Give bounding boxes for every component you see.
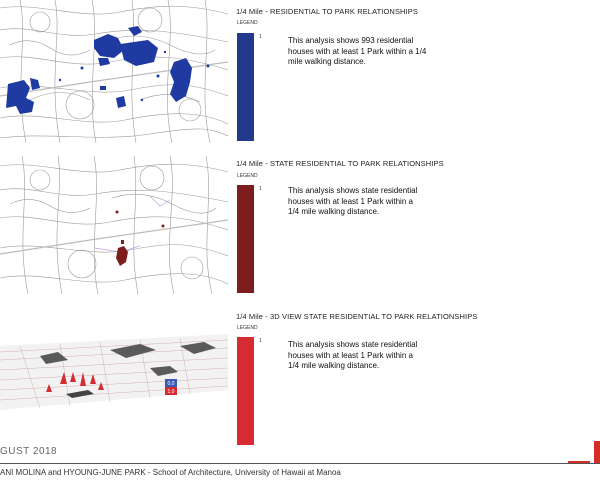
panel-3-legend-label: LEGEND — [237, 325, 258, 331]
map-residential-park — [0, 0, 228, 143]
map-state-residential-park — [0, 156, 228, 294]
map-3d-state-residential-park — [0, 320, 228, 416]
panel-2-legend-bar — [237, 185, 254, 293]
panel-2-title: 1/4 Mile - STATE RESIDENTIAL TO PARK RELATIONSHIPS — [236, 159, 444, 168]
footer-date: GUST 2018 — [0, 446, 58, 457]
footer-divider — [0, 463, 600, 464]
panel-3-title: 1/4 Mile - 3D VIEW STATE RESIDENTIAL TO PARK RELATIONSHIPS — [236, 312, 478, 321]
panel-3-legend-bar — [237, 337, 254, 445]
footer-credit: ANI MOLINA and HYOUNG-JUNE PARK - School of Architecture, University of Hawaii at Manoa — [0, 468, 341, 477]
footer-accent-block — [594, 441, 600, 464]
map-legend-high: 1.0 — [167, 389, 175, 395]
panel-3-description: This analysis shows state residential houses with at least 1 Park within a 1/4 mile walking distance. — [288, 340, 418, 370]
map-legend-low: 0.0 — [167, 381, 175, 387]
panel-1-legend-label: LEGEND — [237, 20, 258, 26]
panel-2-legend-value: 1 — [259, 186, 262, 192]
panel-1-legend-bar — [237, 33, 254, 141]
panel-1-description: This analysis shows 993 residential houses with at least 1 Park within a 1/4 mile walking distance. — [288, 36, 427, 66]
panel-2-description: This analysis shows state residential houses with at least 1 Park within a 1/4 mile walking distance. — [288, 186, 418, 216]
panel-1-legend-value: 1 — [259, 34, 262, 40]
panel-1-title: 1/4 Mile - RESIDENTIAL TO PARK RELATIONSHIPS — [236, 7, 418, 16]
panel-3-legend-value: 1 — [259, 338, 262, 344]
panel-2-legend-label: LEGEND — [237, 173, 258, 179]
